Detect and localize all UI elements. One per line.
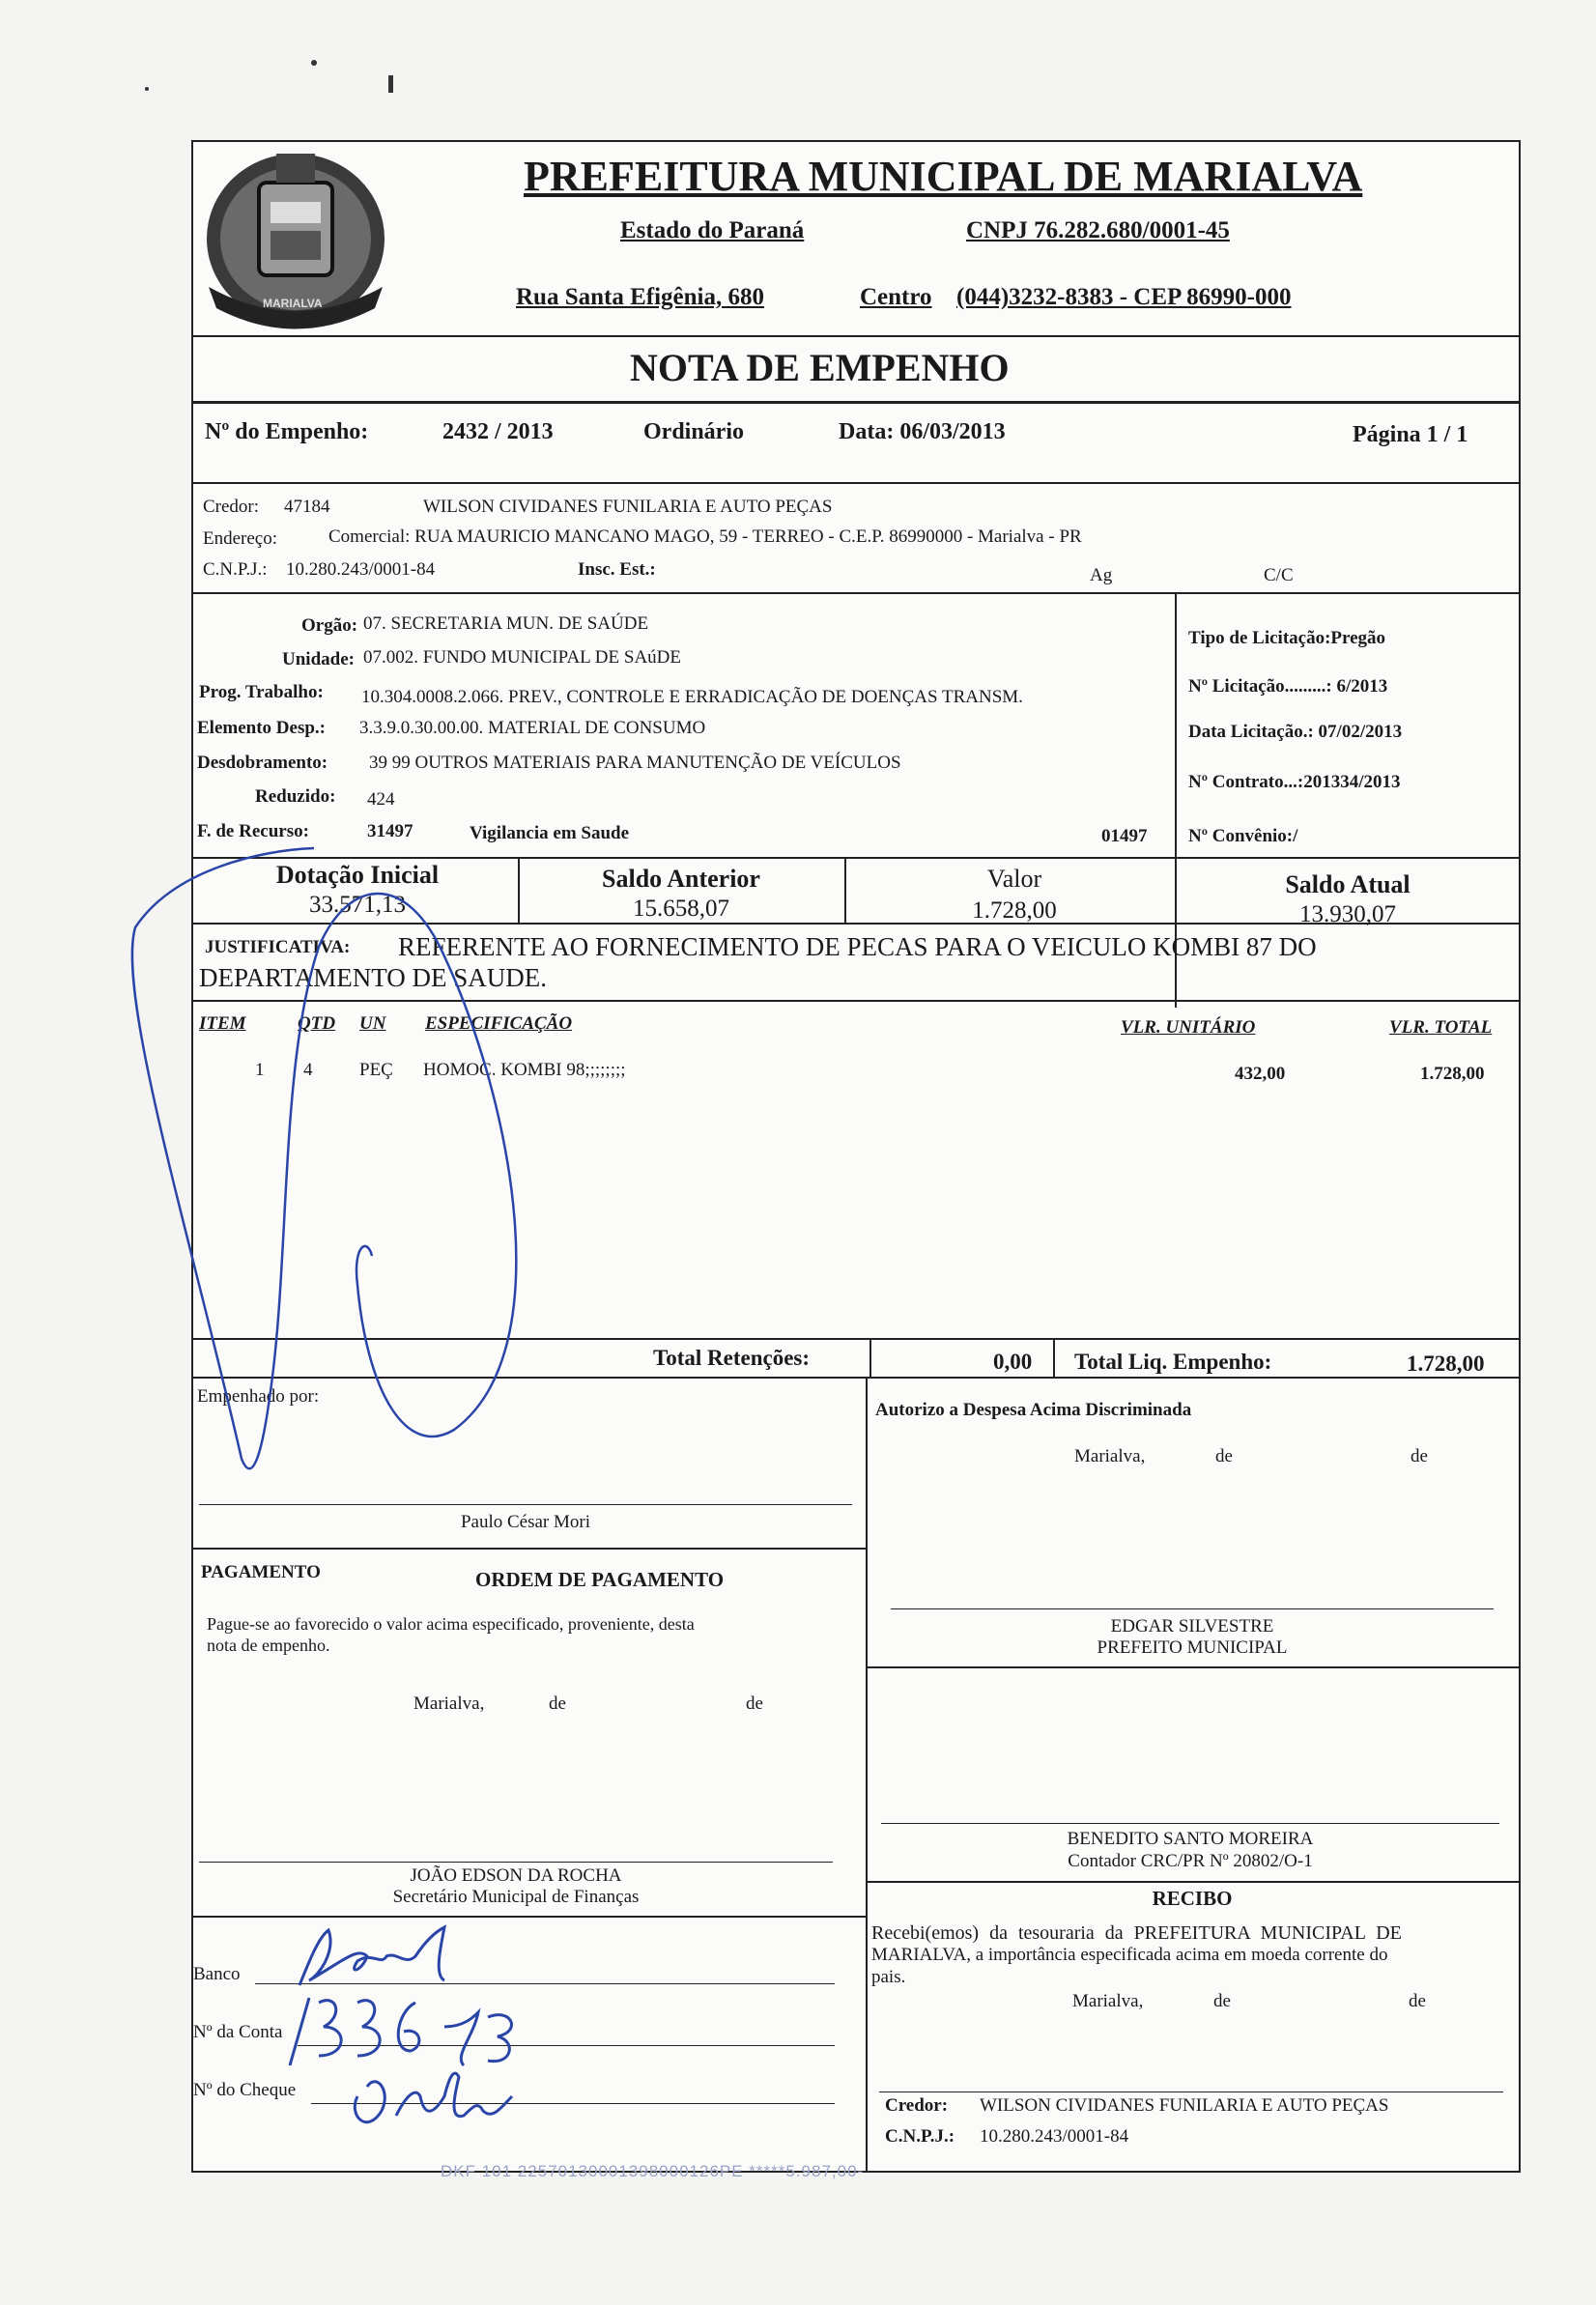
numero-convenio: Nº Convênio:/ xyxy=(1188,826,1298,846)
signature-line xyxy=(199,1504,852,1505)
col-un-header: UN xyxy=(359,1013,386,1034)
saldo-anterior-value: 15.658,07 xyxy=(633,896,729,922)
tipo-licitacao: Tipo de Licitação:Pregão xyxy=(1188,628,1386,648)
justificativa-label: JUSTIFICATIVA: xyxy=(205,937,351,957)
signature-line xyxy=(891,1608,1494,1609)
item-specification: HOMOC. KOMBI 98;;;;;;;; xyxy=(423,1060,626,1080)
saldo-atual-value: 13.930,07 xyxy=(1299,901,1396,927)
pagamento-text-2: nota de empenho. xyxy=(207,1636,330,1655)
liquido-value: 1.728,00 xyxy=(1407,1352,1485,1376)
credor-code: 47184 xyxy=(284,497,330,517)
scan-speck xyxy=(145,87,149,91)
municipality-title: PREFEITURA MUNICIPAL DE MARIALVA xyxy=(524,153,1363,200)
cheque-label: Nº do Cheque xyxy=(193,2080,297,2100)
municipality-address: Rua Santa Efigênia, 680 xyxy=(516,284,764,310)
divider xyxy=(193,482,1519,484)
insc-est-label: Insc. Est.: xyxy=(578,559,656,580)
col-unit-price-header: VLR. UNITÁRIO xyxy=(1121,1017,1256,1038)
divider xyxy=(866,1666,1519,1668)
banco-label: Banco xyxy=(193,1964,241,1984)
valor-value: 1.728,00 xyxy=(972,897,1057,924)
valor-label: Valor xyxy=(986,865,1042,893)
orgao-label: Orgão: xyxy=(301,615,358,636)
bank-authentication-stamp: DKF 101 22570130001398000126PE *****5.987,00- xyxy=(441,2162,865,2180)
municipality-cnpj: CNPJ 76.282.680/0001-45 xyxy=(966,217,1230,243)
pagamento-city: Marialva, xyxy=(413,1693,485,1714)
divider xyxy=(866,1377,868,2171)
elemento-value: 3.3.9.0.30.00.00. MATERIAL DE CONSUMO xyxy=(359,718,706,738)
signature-line xyxy=(199,1862,833,1863)
col-total-header: VLR. TOTAL xyxy=(1389,1017,1493,1038)
divider xyxy=(193,335,1519,337)
municipality-district: Centro xyxy=(860,284,932,310)
divider xyxy=(193,1916,866,1918)
reduzido-label: Reduzido: xyxy=(255,786,336,807)
recibo-city: Marialva, xyxy=(1072,1991,1144,2011)
scan-speck xyxy=(311,60,317,66)
justificativa-line-1: REFERENTE AO FORNECIMENTO DE PECAS PARA O VEICULO KOMBI 87 DO xyxy=(398,932,1317,961)
credor-cnpj-label: C.N.P.J.: xyxy=(203,559,268,580)
prefeito-title: PREFEITO MUNICIPAL xyxy=(1097,1637,1288,1658)
divider xyxy=(193,1000,1519,1002)
item-number: 1 xyxy=(255,1060,265,1080)
empenho-number: 2432 / 2013 xyxy=(442,419,554,444)
item-unit-price: 432,00 xyxy=(1235,1064,1286,1084)
divider xyxy=(518,857,520,923)
prefeito-name: EDGAR SILVESTRE xyxy=(1110,1616,1274,1636)
unidade-value: 07.002. FUNDO MUNICIPAL DE SAúDE xyxy=(363,647,682,668)
seal-banner-text: MARIALVA xyxy=(263,297,323,310)
credor-address: Comercial: RUA MAURICIO MANCANO MAGO, 59 - TERREO - C.E.P. 86990000 - Marialva - PR xyxy=(328,526,1082,547)
recibo-credor-label: Credor: xyxy=(885,2095,949,2116)
pagamento-text-1: Pague-se ao favorecido o valor acima especificado, proveniente, desta xyxy=(207,1614,695,1634)
data-licitacao: Data Licitação.: 07/02/2013 xyxy=(1188,722,1403,742)
autorizo-de-2: de xyxy=(1411,1446,1428,1466)
empenhado-label: Empenhado por: xyxy=(197,1386,320,1407)
divider xyxy=(193,923,1519,925)
divider xyxy=(193,857,1519,859)
account-label: C/C xyxy=(1264,565,1294,585)
retencoes-value: 0,00 xyxy=(993,1350,1033,1374)
autorizo-de-1: de xyxy=(1215,1446,1233,1466)
col-item-header: ITEM xyxy=(199,1013,246,1034)
unidade-label: Unidade: xyxy=(282,649,355,669)
state-label: Estado do Paraná xyxy=(620,217,805,243)
empenho-number-label: Nº do Empenho: xyxy=(205,419,369,444)
municipality-phone-cep: (044)3232-8383 - CEP 86990-000 xyxy=(956,284,1292,310)
justificativa-line-2: DEPARTAMENTO DE SAUDE. xyxy=(199,963,547,992)
divider xyxy=(869,1338,871,1377)
divider xyxy=(866,1881,1519,1883)
saldo-anterior-label: Saldo Anterior xyxy=(602,865,760,893)
recibo-cnpj-label: C.N.P.J.: xyxy=(885,2126,955,2147)
autorizo-city: Marialva, xyxy=(1074,1446,1146,1466)
recibo-de-2: de xyxy=(1409,1991,1426,2011)
reduzido-value: 424 xyxy=(367,789,395,810)
agency-label: Ag xyxy=(1090,565,1113,585)
item-total-price: 1.728,00 xyxy=(1420,1064,1485,1084)
conta-line xyxy=(298,2045,835,2046)
recurso-code: 31497 xyxy=(367,821,413,841)
pagamento-de-1: de xyxy=(549,1693,566,1714)
credor-name: WILSON CIVIDANES FUNILARIA E AUTO PEÇAS xyxy=(423,497,833,517)
recibo-text-2: MARIALVA, a importância especificada acima em moeda corrente do xyxy=(871,1945,1388,1965)
col-spec-header: ESPECIFICAÇÃO xyxy=(425,1013,573,1034)
page-number: Página 1 / 1 xyxy=(1353,422,1468,447)
saldo-atual-label: Saldo Atual xyxy=(1285,870,1411,898)
secretario-title: Secretário Municipal de Finanças xyxy=(392,1887,640,1907)
divider xyxy=(193,592,1519,594)
nota-de-empenho-form xyxy=(191,140,1521,2173)
secretario-name: JOÃO EDSON DA ROCHA xyxy=(410,1865,622,1886)
cheque-line xyxy=(311,2103,835,2104)
desdobramento-label: Desdobramento: xyxy=(197,753,328,773)
document-title: NOTA DE EMPENHO xyxy=(630,346,1010,389)
elemento-label: Elemento Desp.: xyxy=(197,718,326,738)
programa-label: Prog. Trabalho: xyxy=(199,682,324,702)
dotacao-value: 33.571,13 xyxy=(309,892,406,918)
recibo-de-1: de xyxy=(1213,1991,1231,2011)
recurso-label: F. de Recurso: xyxy=(197,821,309,841)
item-quantity: 4 xyxy=(303,1060,313,1080)
liquido-label: Total Liq. Empenho: xyxy=(1074,1350,1272,1374)
credor-label: Credor: xyxy=(203,497,260,517)
programa-value: 10.304.0008.2.066. PREV., CONTROLE E ERRADICAÇÃO DE DOENÇAS TRANSM. xyxy=(361,687,1023,707)
recurso-number: 01497 xyxy=(1101,826,1148,846)
conta-label: Nº da Conta xyxy=(193,2022,283,2042)
col-qtd-header: QTD xyxy=(298,1013,336,1034)
contador-name: BENEDITO SANTO MOREIRA xyxy=(1067,1829,1314,1849)
contador-title: Contador CRC/PR Nº 20802/O-1 xyxy=(1068,1851,1313,1871)
numero-contrato: Nº Contrato...:201334/2013 xyxy=(1188,772,1401,792)
divider xyxy=(193,1548,866,1550)
endereco-label: Endereço: xyxy=(203,528,278,549)
divider xyxy=(844,857,846,923)
divider xyxy=(193,1377,1519,1379)
table-row xyxy=(193,1060,1519,1089)
recibo-title: RECIBO xyxy=(1152,1887,1233,1910)
recibo-cnpj: 10.280.243/0001-84 xyxy=(980,2126,1129,2147)
recibo-text-3: pais. xyxy=(871,1967,906,1987)
banco-line xyxy=(255,1983,835,1984)
recibo-text-1: Recebi(emos) da tesouraria da PREFEITURA MUNICIPAL DE xyxy=(871,1922,1402,1944)
pagamento-label: PAGAMENTO xyxy=(201,1562,321,1582)
divider xyxy=(193,401,1519,404)
pagamento-de-2: de xyxy=(746,1693,763,1714)
retencoes-label: Total Retenções: xyxy=(653,1346,811,1370)
empenho-date: Data: 06/03/2013 xyxy=(839,419,1006,444)
numero-licitacao: Nº Licitação.........: 6/2013 xyxy=(1188,676,1388,697)
credor-cnpj: 10.280.243/0001-84 xyxy=(286,559,436,580)
ordem-pagamento-label: ORDEM DE PAGAMENTO xyxy=(475,1568,725,1591)
recibo-credor-name: WILSON CIVIDANES FUNILARIA E AUTO PEÇAS xyxy=(980,2095,1389,2116)
recurso-name: Vigilancia em Saude xyxy=(470,823,630,843)
item-unit: PEÇ xyxy=(359,1060,393,1080)
dotacao-label: Dotação Inicial xyxy=(275,861,440,889)
divider xyxy=(193,1338,1519,1340)
signature-line xyxy=(881,1823,1499,1824)
municipal-seal xyxy=(199,142,392,333)
empenhado-name: Paulo César Mori xyxy=(460,1512,591,1532)
scan-speck xyxy=(388,75,393,93)
divider xyxy=(1053,1338,1055,1377)
empenho-type: Ordinário xyxy=(643,419,745,444)
desdobramento-value: 39 99 OUTROS MATERIAIS PARA MANUTENÇÃO DE VEÍCULOS xyxy=(369,753,901,773)
orgao-value: 07. SECRETARIA MUN. DE SAÚDE xyxy=(363,613,649,634)
autorizo-text: Autorizo a Despesa Acima Discriminada xyxy=(875,1400,1192,1420)
